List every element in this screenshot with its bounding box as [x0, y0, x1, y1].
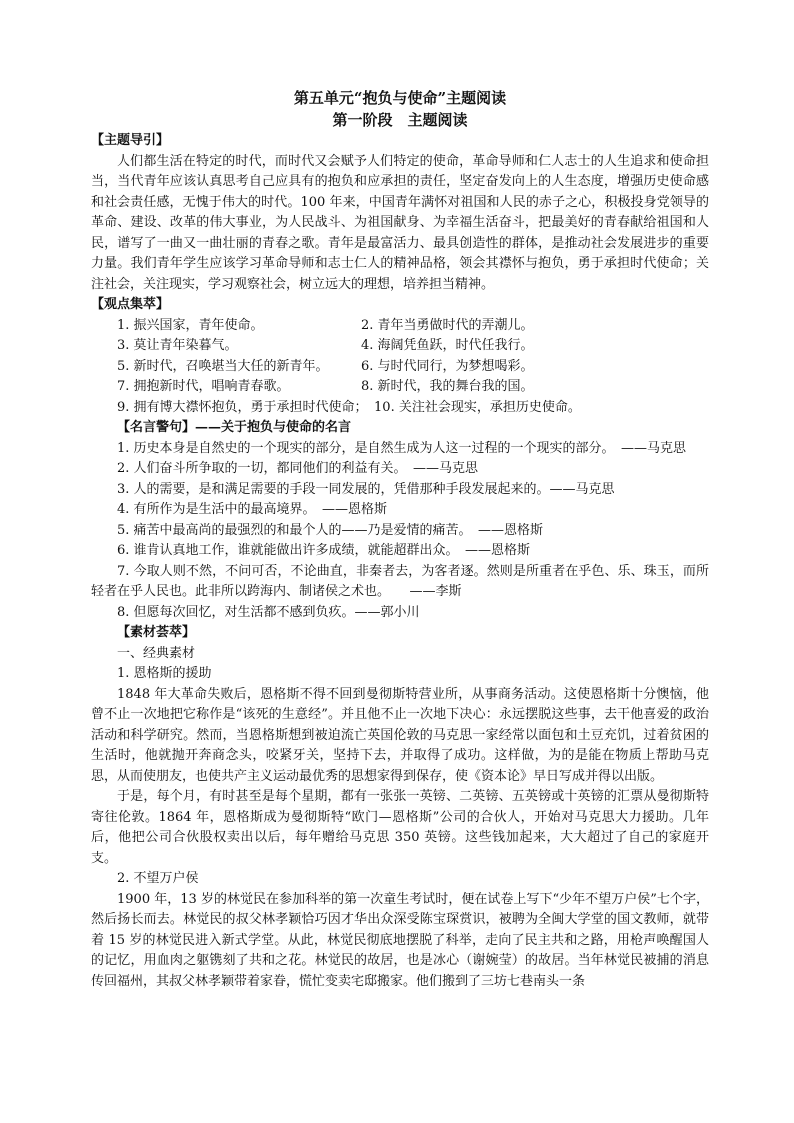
- quote-item: 1. 历史本身是自然史的一个现实的部分，是自然生成为人这一过程的一个现实的部分。 ——马克思: [117, 440, 687, 456]
- view-item: 8. 新时代，我的舞台我的国。: [361, 379, 534, 394]
- page-subtitle: 第一阶段 主题阅读: [332, 111, 468, 129]
- materials-heading: 【素材荟萃】: [117, 625, 196, 640]
- view-item: 3. 莫让青年染暮气。: [117, 338, 238, 353]
- view-item: 6. 与时代同行，为梦想喝彩。: [361, 358, 534, 374]
- quote-item: 2. 人们奋斗所争取的一切，都同他们的利益有关。 ——马克思: [117, 461, 479, 476]
- views-heading: 【观点集萃】: [91, 297, 170, 312]
- view-item: 2. 青年当勇做时代的弄潮儿。: [361, 317, 534, 333]
- view-item: 7. 拥抱新时代，唱响青春歌。: [117, 379, 290, 394]
- view-item: 5. 新时代，召唤堪当大任的新青年。: [117, 358, 329, 374]
- quote-item: 8. 但愿每次回忆，对生活都不感到负疚。——郭小川: [117, 604, 420, 620]
- page-title: 第五单元“抱负与使命”主题阅读: [293, 89, 507, 107]
- document-page: [91, 88, 709, 992]
- classic-materials-heading: 一、经典素材: [117, 645, 196, 661]
- views-list: [91, 316, 709, 398]
- quote-item: 3. 人的需要，是和满足需要的手段一同发展的，凭借那种手段发展起来的。——马克思: [117, 481, 615, 497]
- material-paragraph: 1900 年，13 岁的林觉民在参加科举的第一次童生考试时，便在试卷上写下“少年不望万户侯”七个字，然后扬长而去。林觉民的叔父林孝颖恰巧因才华出众深受陈宝琛赏识，被聘为全闽大学堂的国文教师，就带着 15 岁的林觉民进入新式学堂。从此，林觉民彻底地摆脱了科举，走向了民主共和之路，用枪声唤醒国人的记忆，用血肉之躯镌刻了共和之花。林觉民的故居，也是冰心（谢婉莹）的故居。当年林觉民被捕的消息传回福州，其叔父林孝颖带着家眷，慌忙变卖宅邸搬家。他们搬到了三坊七巷南头一条: [91, 891, 709, 989]
- intro-paragraph: 人们都生活在特定的时代，而时代又会赋予人们特定的使命，革命导师和仁人志士的人生追求和使命担当，当代青年应该认真思考自己应具有的抱负和应承担的责任，坚定奋发向上的人生态度，增强历史使命感和社会责任感，无愧于伟大的时代。100 年来，中国青年满怀对祖国和人民的赤子之心，积极投身党领导的革命、建设、改革的伟大事业，为人民战斗、为祖国献身、为幸福生活奋斗，把最美好的青春献给祖国和人民，谱写了一曲又一曲壮丽的青春之歌。青年是最富活力、最具创造性的群体，是推动社会发展进步的重要力量。我们青年学生应该学习革命导师和志士仁人的精神品格，领会其襟怀与抱负，勇于承担时代使命；关注社会，关注现实，学习观察社会，树立远大的理想，培养担当精神。: [91, 153, 709, 292]
- quote-item: 6. 谁肯认真地工作，谁就能做出许多成绩，就能超群出众。 ——恩格斯: [117, 543, 531, 558]
- intro-heading: 【主题导引】: [91, 133, 170, 148]
- quote-item: 4. 有所作为是生活中的最高境界。 ——恩格斯: [117, 502, 388, 517]
- material-paragraph: 于是，每个月，有时甚至是每个星期，都有一张张一英镑、二英镑、五英镑或十英镑的汇票从曼彻斯特寄往伦敦。1864 年，恩格斯成为曼彻斯特“欧门—恩格斯”公司的合伙人，开始对马克思大力援助。几年后，他把公司合伙股权卖出以后，每年赠给马克思 350 英镑。这些钱加起来，大大超过了自己的家庭开支。: [91, 789, 709, 866]
- material-paragraph: 1848 年大革命失败后，恩格斯不得不回到曼彻斯特营业所，从事商务活动。这使恩格斯十分懊恼，他曾不止一次地把它称作是“该死的生意经”。并且他不止一次地下决心：永远摆脱这些事，去干他喜爱的政治活动和科学研究。然而，当恩格斯想到被迫流亡英国伦敦的马克思一家经常以面包和土豆充饥，过着贫困的生活时，他就抛开奔商念头，咬紧牙关，坚持下去，并取得了成功。这样做，为的是能在物质上帮助马克思，从而使朋友，也使共产主义运动最优秀的思想家得到保存，使《资本论》早日写成并得以出版。: [91, 686, 709, 784]
- view-item: 4. 海阔凭鱼跃，时代任我行。: [361, 338, 534, 353]
- quotes-heading: 【名言警句】——关于抱负与使命的名言: [117, 420, 352, 435]
- quote-item: 7. 今取人则不然，不问可否，不论曲直，非秦者去，为客者逐。然则是所重者在乎色、乐、珠玉，而所轻者在乎人民也。此非所以跨海内、制诸侯之术也。 ——李斯: [91, 563, 709, 599]
- material-title-engels: 1. 恩格斯的援助: [117, 666, 212, 681]
- quote-item: 5. 痛苦中最高尚的最强烈的和最个人的——乃是爱情的痛苦。 ——恩格斯: [117, 522, 544, 538]
- material-title-lin-juemin: 2. 不望万户侯: [117, 871, 199, 886]
- view-item: 1. 振兴国家，青年使命。: [117, 317, 264, 333]
- view-item-last: 9. 拥有博大襟怀抱负，勇于承担时代使命； 10. 关注社会现实，承担历史使命。: [117, 399, 581, 415]
